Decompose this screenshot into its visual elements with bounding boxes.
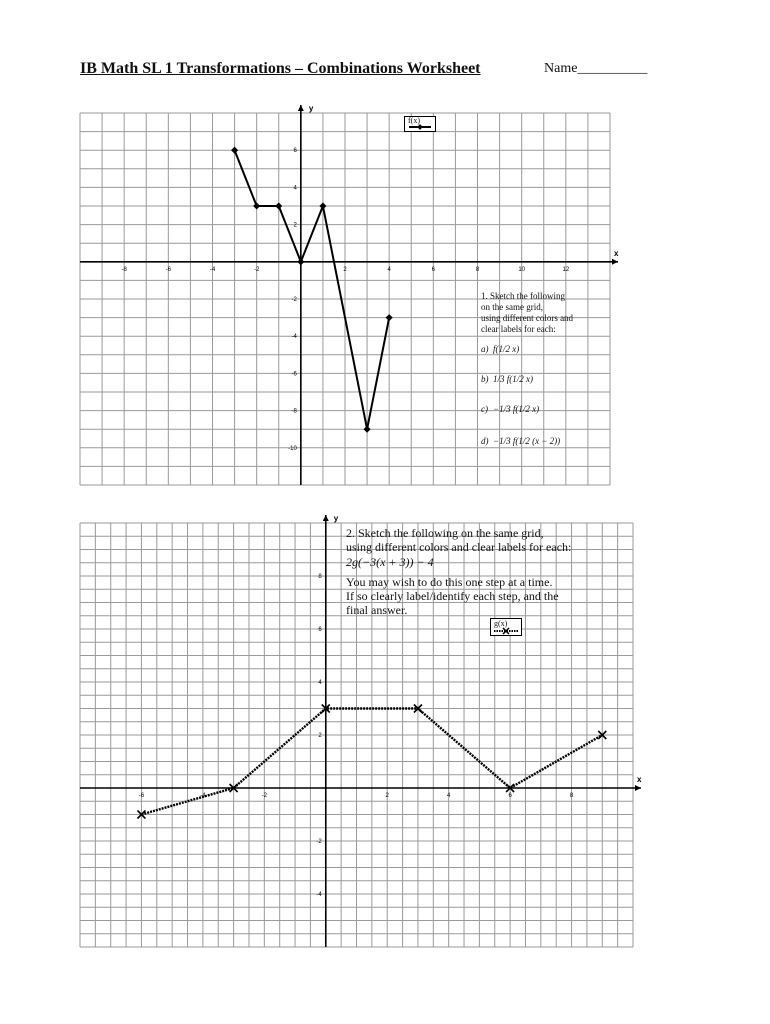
name-field-label: Name__________ [544,61,648,76]
x-tick-label: 2 [343,266,347,273]
q2-note-2: If so clearly label/identify each step, and the [346,589,559,603]
q2-note-3: final answer. [346,603,408,617]
y-tick-label: 2 [293,222,297,229]
legend-f [404,116,436,132]
y-tick-label: 8 [318,574,322,580]
y-tick-label: -2 [316,839,322,845]
y-axis-label: y [308,104,314,113]
q1-line-4: clear labels for each: [481,324,556,334]
q1-item-a-label: a) [481,344,489,354]
y-axis-label: y [333,514,339,523]
q2-line-2: using different colors and clear labels for each: [346,540,572,554]
x-tick-label: 6 [508,793,512,799]
x-tick-label: -6 [138,793,145,799]
legend-g-label: g(x) [494,619,508,628]
x-tick-label: -4 [200,793,206,799]
q2-expression: 2g(−3(x + 3)) − 4 [346,555,434,569]
q1-item-d-expr: −1/3 f(1/2 (x − 2)) [493,436,561,446]
y-tick-label: 4 [293,185,297,192]
x-tick-label: 12 [562,266,570,273]
x-tick-label: -2 [253,266,260,273]
q1-item-b-label: b) [481,374,489,384]
q1-item-c-label: c) [481,404,488,414]
x-tick-label: -6 [165,266,172,273]
x-tick-label: 8 [569,793,574,799]
y-tick-label: -4 [316,892,322,898]
q2-note-1: You may wish to do this one step at a time. [346,575,553,589]
y-tick-label: 4 [318,680,322,686]
q1-line-3: using different colors and [481,313,574,323]
legend-f-label: f(x) [408,116,420,125]
q2-line-1: 2. Sketch the following on the same grid, [346,526,544,540]
y-tick-label: -2 [291,297,297,303]
q1-item-a-expr: f(1/2 x) [493,344,520,354]
worksheet-title: IB Math SL 1 Transformations – Combinations Worksheet [80,60,481,77]
x-tick-label: -2 [261,793,268,799]
x-tick-label: -8 [121,266,127,273]
legend-g-line-icon [491,619,521,635]
x-tick-label: 2 [385,793,389,799]
legend-f-line-icon [405,117,435,131]
y-axis-arrow [323,515,329,521]
q1-item-d-label: d) [481,436,489,446]
x-tick-label: 8 [475,266,480,273]
x-tick-label: 4 [446,793,451,799]
x-axis-arrow [635,785,641,791]
y-tick-label: 6 [318,627,322,633]
x-tick-label: -4 [209,266,216,273]
x-tick-label: 4 [387,266,391,273]
q1-item-b-expr: 1/3 f(1/2 x) [493,374,533,384]
y-tick-label: -8 [291,408,297,415]
y-tick-label: 2 [318,733,322,739]
x-tick-label: 10 [518,266,526,273]
x-axis-label: x [614,248,619,258]
y-tick-label: -4 [291,334,297,341]
x-tick-label: 6 [431,266,436,273]
q1-item-c-expr: −1/3 f(1/2 x) [493,404,540,414]
y-tick-label: -6 [291,371,297,378]
q1-line-2: on the same grid, [481,302,543,312]
y-tick-label: -10 [288,445,297,452]
y-tick-label: 6 [293,148,297,155]
x-axis-label: x [637,775,642,784]
q1-line-1: 1. Sketch the following [481,291,565,301]
legend-g [490,618,522,636]
